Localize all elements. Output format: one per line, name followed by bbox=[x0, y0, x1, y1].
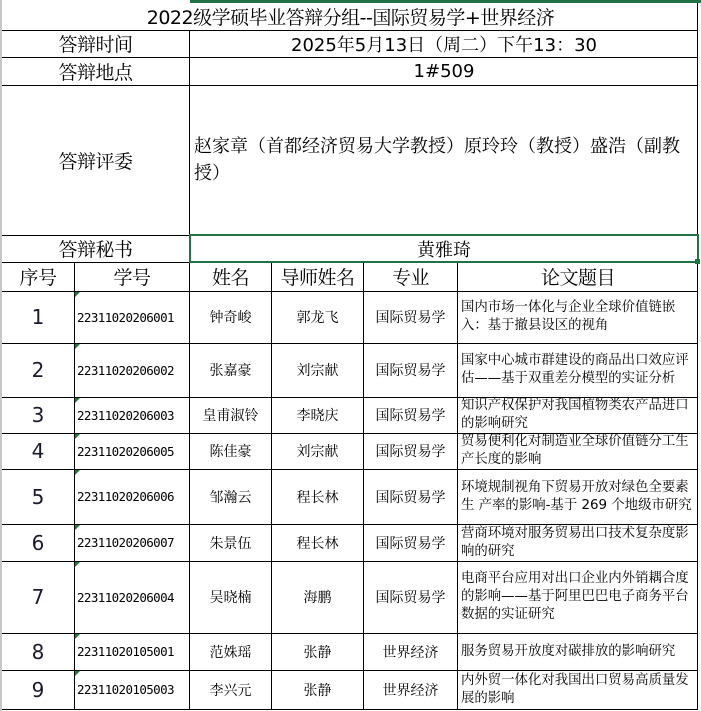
border-line bbox=[2, 397, 698, 398]
cell-major[interactable] bbox=[364, 524, 457, 561]
cell-advisor[interactable] bbox=[272, 469, 363, 524]
time-value-cell[interactable] bbox=[190, 30, 698, 57]
id-value: 22311020206001 bbox=[77, 309, 174, 325]
time-label-cell[interactable] bbox=[2, 30, 189, 57]
cell-thesis[interactable] bbox=[458, 343, 698, 397]
no-value: 7 bbox=[31, 585, 45, 609]
border-line bbox=[271, 262, 272, 709]
border-line bbox=[2, 343, 698, 344]
advisor-value: 程长林 bbox=[296, 535, 339, 552]
border-line bbox=[2, 85, 698, 86]
no-value: 6 bbox=[31, 530, 45, 555]
name-value: 邹瀚云 bbox=[209, 489, 252, 506]
id-value: 22311020206007 bbox=[77, 535, 174, 550]
secretary-value: 黄雅琦 bbox=[417, 239, 471, 261]
header-advisor-label: 导师姓名 bbox=[280, 267, 355, 289]
cell-advisor[interactable] bbox=[272, 670, 363, 709]
number-as-text-indicator bbox=[75, 562, 80, 567]
location-value-cell[interactable] bbox=[190, 57, 698, 85]
border-line bbox=[2, 57, 698, 58]
thesis-value: 营商环境对服务贸易出口技术复杂度影响的研究 bbox=[461, 525, 689, 559]
number-as-text-indicator bbox=[75, 344, 80, 349]
id-value: 22311020206004 bbox=[77, 589, 174, 605]
header-id-label: 学号 bbox=[113, 267, 151, 289]
border-line bbox=[457, 262, 458, 709]
cell-thesis[interactable] bbox=[458, 561, 698, 633]
advisor-value: 刘宗献 bbox=[296, 363, 339, 379]
panel-label-cell[interactable] bbox=[2, 85, 189, 235]
name-value: 吴晓楠 bbox=[209, 590, 252, 606]
id-value: 22311020206002 bbox=[77, 362, 174, 378]
thesis-value: 电商平台应用对出口企业内外销耦合度的影响——基于阿里巴巴电子商务平台数据的实证研究 bbox=[461, 571, 689, 622]
cell-thesis[interactable] bbox=[458, 524, 698, 561]
cell-thesis[interactable] bbox=[458, 670, 698, 709]
cell-id[interactable] bbox=[75, 343, 189, 397]
major-value: 国际贸易学 bbox=[375, 310, 446, 326]
thesis-value: 内外贸一体化对我国出口贸易高质量发展的影响 bbox=[461, 672, 689, 706]
border-line bbox=[697, 3, 698, 709]
cell-name[interactable] bbox=[190, 291, 271, 343]
border-line bbox=[2, 291, 698, 292]
cell-no[interactable] bbox=[2, 397, 74, 433]
cell-no[interactable] bbox=[2, 343, 74, 397]
cell-name[interactable] bbox=[190, 343, 271, 397]
name-value: 皇甫淑铃 bbox=[202, 408, 259, 424]
header-id[interactable] bbox=[75, 262, 189, 291]
advisor-value: 李晓庆 bbox=[296, 408, 339, 424]
advisor-value: 海鹏 bbox=[303, 590, 332, 606]
major-value: 国际贸易学 bbox=[375, 363, 446, 379]
cell-major[interactable] bbox=[364, 633, 457, 670]
cell-major[interactable] bbox=[364, 561, 457, 633]
cell-id[interactable] bbox=[75, 433, 189, 469]
cell-selection bbox=[189, 234, 699, 263]
cell-no[interactable] bbox=[2, 524, 74, 561]
thesis-value: 贸易便利化对制造业全球价值链分工生产长度的影响 bbox=[461, 434, 689, 467]
no-value: 3 bbox=[31, 403, 45, 427]
cell-advisor[interactable] bbox=[272, 633, 363, 670]
major-value: 国际贸易学 bbox=[375, 590, 446, 606]
major-value: 世界经济 bbox=[382, 644, 439, 661]
time-value: 2025年5月13日（周二）下午13：30 bbox=[291, 34, 597, 56]
name-value: 张嘉豪 bbox=[209, 363, 252, 379]
cell-major[interactable] bbox=[364, 397, 457, 433]
cell-advisor[interactable] bbox=[272, 524, 363, 561]
header-thesis[interactable] bbox=[458, 262, 698, 291]
number-as-text-indicator bbox=[75, 434, 80, 439]
number-as-text-indicator bbox=[75, 470, 80, 475]
time-label: 答辩时间 bbox=[58, 34, 133, 56]
header-major-label: 专业 bbox=[391, 267, 429, 289]
border-line bbox=[2, 433, 698, 434]
number-as-text-indicator bbox=[75, 398, 80, 403]
cell-id[interactable] bbox=[75, 633, 189, 670]
header-no[interactable] bbox=[2, 262, 74, 291]
panel-label: 答辩评委 bbox=[58, 150, 133, 173]
name-value: 范姝瑶 bbox=[209, 644, 252, 661]
advisor-value: 张静 bbox=[303, 682, 332, 699]
header-no-label: 序号 bbox=[19, 267, 57, 289]
thesis-value: 服务贸易开放度对碳排放的影响研究 bbox=[461, 643, 676, 659]
cell-name[interactable] bbox=[190, 524, 271, 561]
no-value: 9 bbox=[31, 677, 45, 702]
cell-thesis[interactable] bbox=[458, 469, 698, 524]
cell-advisor[interactable] bbox=[272, 291, 363, 343]
border-line bbox=[2, 469, 698, 470]
cell-no[interactable] bbox=[2, 433, 74, 469]
cell-no[interactable] bbox=[2, 469, 74, 524]
border-line bbox=[2, 709, 698, 710]
fill-handle[interactable] bbox=[695, 259, 700, 264]
location-label-cell[interactable] bbox=[2, 57, 189, 85]
sheet-title: 2022级学硕毕业答辩分组--国际贸易学+世界经济 bbox=[146, 7, 555, 29]
border-line bbox=[2, 670, 698, 671]
header-advisor[interactable] bbox=[272, 262, 363, 291]
cell-no[interactable] bbox=[2, 633, 74, 670]
border-line bbox=[2, 30, 698, 31]
number-as-text-indicator bbox=[75, 671, 80, 676]
cell-id[interactable] bbox=[75, 561, 189, 633]
cell-no[interactable] bbox=[2, 670, 74, 709]
cell-advisor[interactable] bbox=[272, 433, 363, 469]
cell-major[interactable] bbox=[364, 469, 457, 524]
cell-name[interactable] bbox=[190, 561, 271, 633]
cell-advisor[interactable] bbox=[272, 561, 363, 633]
name-value: 朱景伍 bbox=[209, 535, 252, 552]
cell-major[interactable] bbox=[364, 343, 457, 397]
name-value: 陈佳豪 bbox=[209, 444, 252, 460]
major-value: 国际贸易学 bbox=[375, 489, 446, 506]
id-value: 22311020105001 bbox=[77, 644, 174, 659]
cell-major[interactable] bbox=[364, 433, 457, 469]
id-value: 22311020105003 bbox=[77, 682, 174, 697]
advisor-value: 程长林 bbox=[296, 489, 339, 506]
advisor-value: 张静 bbox=[303, 644, 332, 661]
id-value: 22311020206005 bbox=[77, 443, 174, 459]
no-value: 4 bbox=[31, 439, 45, 463]
header-major[interactable] bbox=[364, 262, 457, 291]
id-value: 22311020206003 bbox=[77, 407, 174, 423]
major-value: 国际贸易学 bbox=[375, 444, 446, 460]
cell-id[interactable] bbox=[75, 397, 189, 433]
cell-id[interactable] bbox=[75, 670, 189, 709]
cell-advisor[interactable] bbox=[272, 397, 363, 433]
name-value: 钟奇峻 bbox=[209, 310, 252, 326]
header-thesis-label: 论文题目 bbox=[540, 267, 615, 289]
no-value: 1 bbox=[31, 305, 45, 329]
border-line bbox=[363, 262, 364, 709]
border-line bbox=[2, 561, 698, 562]
cell-thesis[interactable] bbox=[458, 291, 698, 343]
cell-name[interactable] bbox=[190, 469, 271, 524]
cell-id[interactable] bbox=[75, 291, 189, 343]
thesis-value: 国内市场一体化与企业全球价值链嵌入：基于撤县设区的视角 bbox=[461, 300, 676, 333]
name-value: 李兴元 bbox=[209, 682, 252, 699]
advisor-value: 郭龙飞 bbox=[296, 310, 339, 326]
cell-name[interactable] bbox=[190, 433, 271, 469]
no-value: 5 bbox=[31, 484, 45, 509]
cell-thesis[interactable] bbox=[458, 433, 698, 469]
cell-major[interactable] bbox=[364, 670, 457, 709]
border-line bbox=[2, 524, 698, 525]
header-name-label: 姓名 bbox=[211, 267, 249, 289]
cell-id[interactable] bbox=[75, 524, 189, 561]
cell-advisor[interactable] bbox=[272, 343, 363, 397]
border-line bbox=[2, 633, 698, 634]
header-name[interactable] bbox=[190, 262, 271, 291]
major-value: 国际贸易学 bbox=[375, 535, 446, 552]
location-value: 1#509 bbox=[413, 60, 475, 82]
panel-value-cell[interactable] bbox=[190, 85, 698, 235]
sheet-title-cell[interactable] bbox=[2, 3, 699, 30]
thesis-value: 国家中心城市群建设的商品出口效应评估——基于双重差分模型的实证分析 bbox=[461, 353, 689, 386]
cell-name[interactable] bbox=[190, 633, 271, 670]
no-value: 8 bbox=[31, 639, 45, 664]
cell-no[interactable] bbox=[2, 561, 74, 633]
secretary-label: 答辩秘书 bbox=[58, 239, 133, 261]
cell-thesis[interactable] bbox=[458, 397, 698, 433]
cell-name[interactable] bbox=[190, 670, 271, 709]
id-value: 22311020206006 bbox=[77, 489, 174, 504]
number-as-text-indicator bbox=[75, 292, 80, 297]
panel-value: 赵家章（首都经济贸易大学教授）原玲玲（教授）盛浩（副教授） bbox=[194, 136, 680, 184]
cell-name[interactable] bbox=[190, 397, 271, 433]
border-line bbox=[74, 262, 75, 709]
cell-id[interactable] bbox=[75, 469, 189, 524]
border-line bbox=[189, 262, 190, 709]
number-as-text-indicator bbox=[75, 634, 80, 639]
number-as-text-indicator bbox=[75, 525, 80, 530]
major-value: 国际贸易学 bbox=[375, 408, 446, 424]
advisor-value: 刘宗献 bbox=[296, 444, 339, 460]
cell-no[interactable] bbox=[2, 291, 74, 343]
location-label: 答辩地点 bbox=[58, 61, 133, 84]
cell-major[interactable] bbox=[364, 291, 457, 343]
thesis-value: 知识产权保护对我国植物类农产品进口的影响研究 bbox=[461, 398, 689, 431]
secretary-label-cell[interactable] bbox=[2, 235, 189, 262]
thesis-value: 环境规制视角下贸易开放对绿色全要素生 产率的影响-基于 269 个地级市研究 bbox=[461, 479, 692, 513]
cell-thesis[interactable] bbox=[458, 633, 698, 670]
no-value: 2 bbox=[31, 358, 45, 382]
major-value: 世界经济 bbox=[382, 682, 439, 699]
